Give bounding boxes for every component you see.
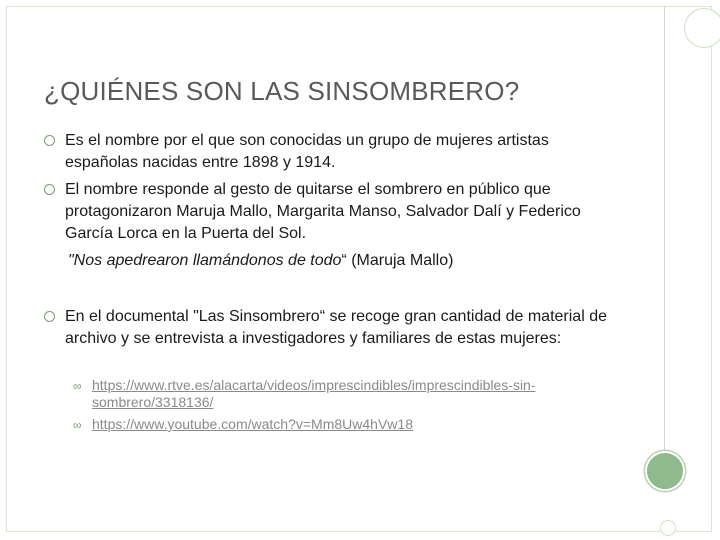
infinity-bullet-icon: ∞ bbox=[73, 418, 82, 432]
decorative-line bbox=[664, 6, 665, 452]
quote bbox=[68, 250, 453, 272]
circle-bullet-icon bbox=[44, 135, 55, 146]
bullet-1-text: Es el nombre por el que son conocidas un grupo de mujeres artistas españolas nacidas entre 1898 y 1914. bbox=[65, 132, 549, 171]
link-rtve[interactable]: https://www.rtve.es/alacarta/videos/imprescindibles/imprescindibles-sin-sombrero/3318136/ bbox=[92, 377, 536, 410]
bullet-3-text: En el documental "Las Sinsombrero“ se recoge gran cantidad de material de archivo y se entrevista a investigadores y familiares de estas mujeres: bbox=[65, 308, 607, 347]
link-youtube[interactable]: https://www.youtube.com/watch?v=Mm8Uw4hVw18 bbox=[92, 416, 413, 432]
slide-title: ¿QUIÉNES SON LAS SINSOMBRERO? bbox=[44, 76, 520, 106]
bullet-2-text: El nombre responde al gesto de quitarse el sombrero en público que protagonizaron Maruja Mallo, Margarita Manso, Salvador Dalí y Federico García Lorca en la Puerta del Sol. bbox=[65, 181, 581, 242]
circle-bullet-icon bbox=[44, 311, 55, 322]
decorative-circle-small bbox=[660, 520, 676, 536]
decorative-circle-top bbox=[684, 8, 720, 48]
circle-bullet-icon bbox=[44, 184, 55, 195]
decorative-circle-accent bbox=[645, 451, 685, 491]
quote-italic: "Nos apedrearon llamándonos de todo bbox=[68, 252, 342, 269]
quote-attribution: “ (Maruja Mallo) bbox=[341, 252, 454, 269]
infinity-bullet-icon: ∞ bbox=[73, 379, 82, 393]
